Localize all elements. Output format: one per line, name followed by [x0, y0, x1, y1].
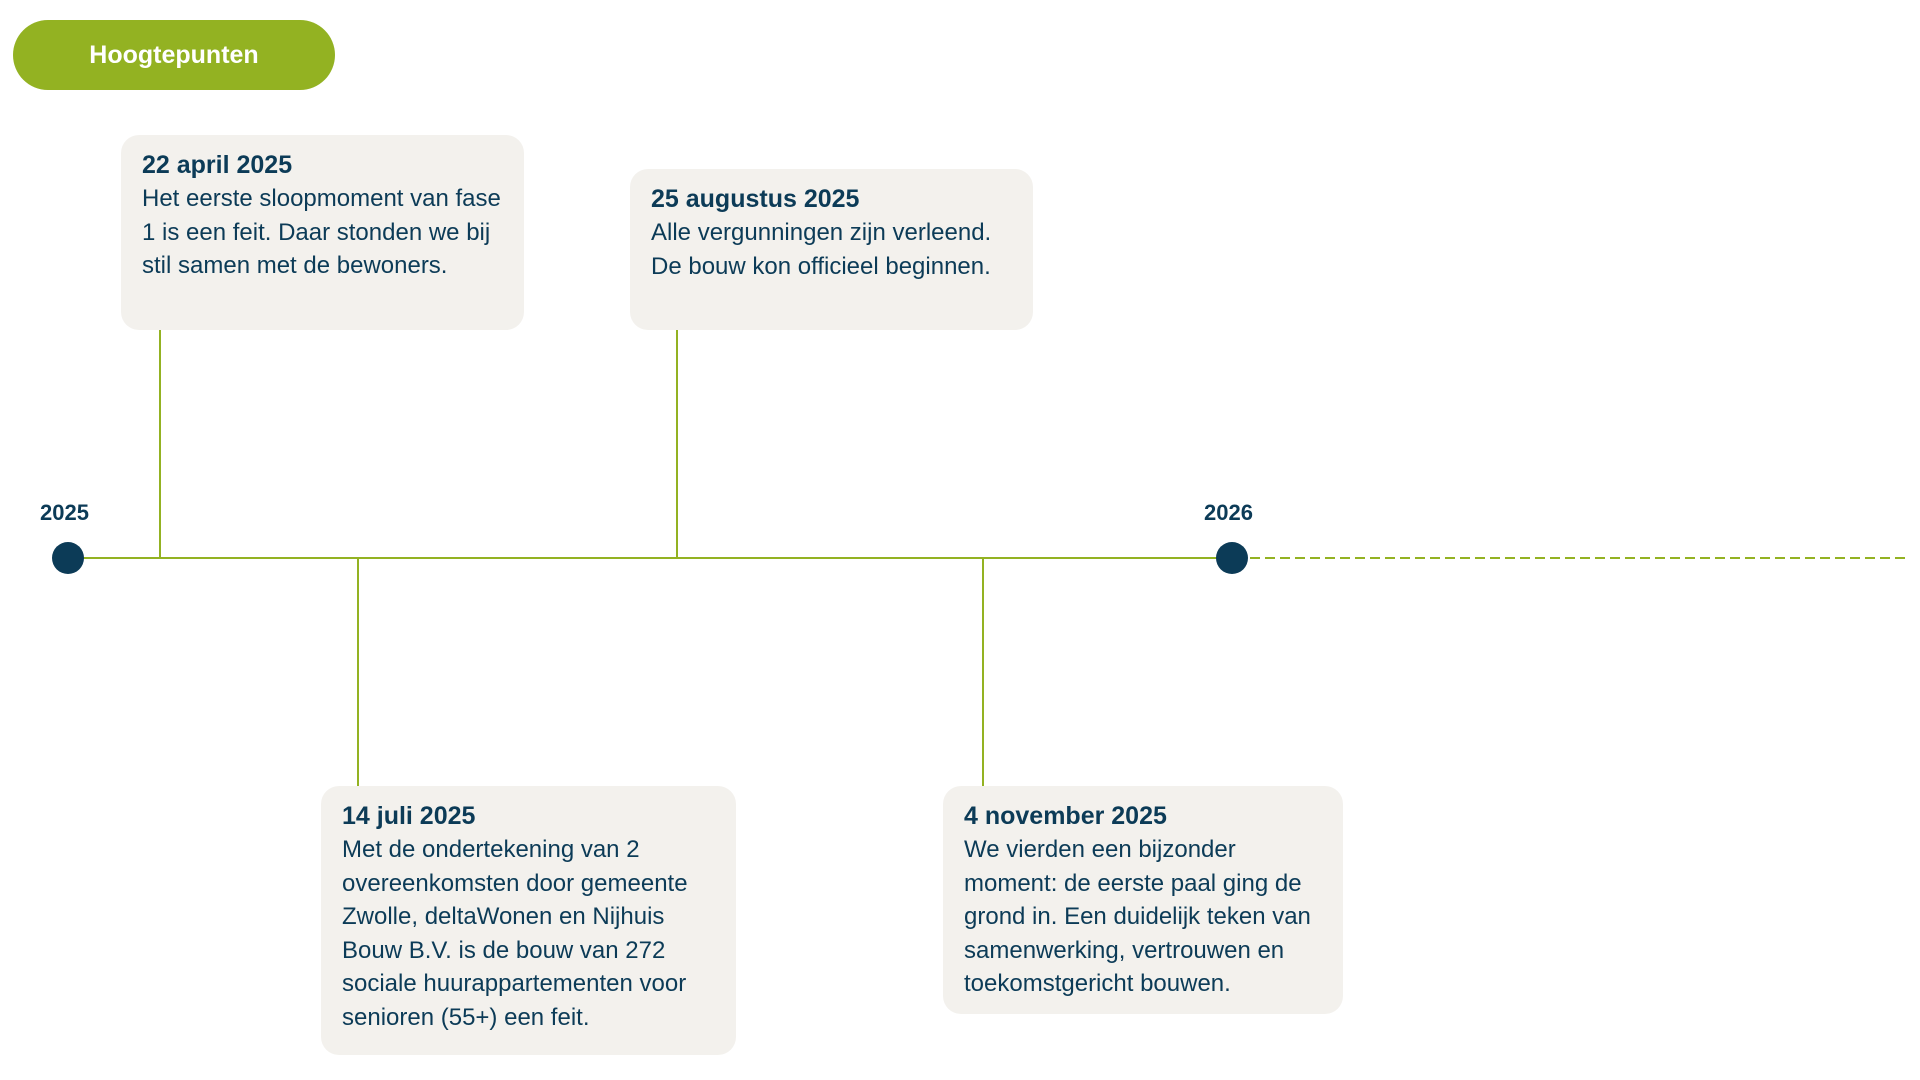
year-label-start: 2025 — [40, 500, 89, 525]
year-label-end: 2026 — [1204, 500, 1253, 525]
event-card — [943, 786, 1343, 1014]
event-description: Het eerste sloopmoment van fase 1 is een feit. Daar stonden we bij stil samen met de bewoners. — [142, 185, 501, 279]
event-card — [630, 169, 1033, 330]
event-date: 25 augustus 2025 — [651, 185, 860, 213]
section-title: Hoogtepunten — [89, 40, 259, 69]
event-card — [321, 786, 736, 1055]
event-card — [121, 135, 524, 330]
event-description: We vierden een bijzonder moment: de eerste paal ging de grond in. Een duidelijk teken van samenwerking, vertrouwen en toekomstgericht bouwen. — [964, 836, 1311, 997]
event-description: Met de ondertekening van 2 overeenkomsten door gemeente Zwolle, deltaWonen en Nijhuis Bouw B.V. is de bouw van 272 sociale huurappartementen voor senioren (55+) een feit. — [342, 836, 688, 1031]
event-date: 22 april 2025 — [142, 151, 293, 179]
event-description: Alle vergunningen zijn verleend. De bouw kon officieel beginnen. — [651, 219, 992, 280]
year-dot-2026 — [1216, 542, 1248, 574]
year-dot-2025 — [52, 542, 84, 574]
event-date: 14 juli 2025 — [342, 802, 476, 830]
event-date: 4 november 2025 — [964, 802, 1167, 830]
